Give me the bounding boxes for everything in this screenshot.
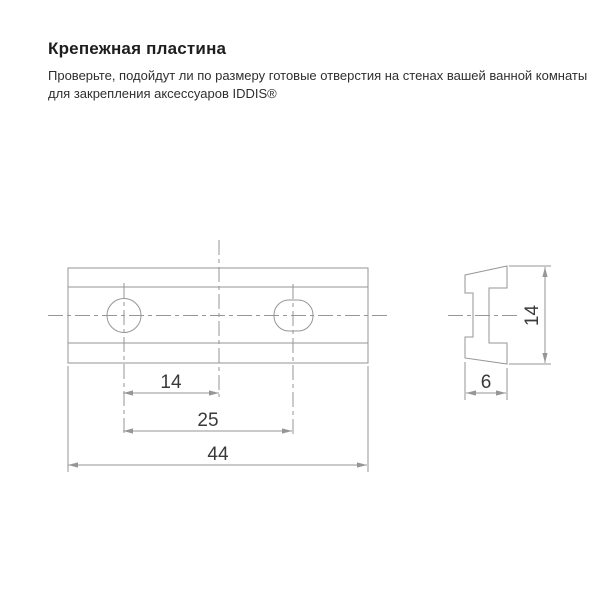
- dim-label-height: 14: [522, 304, 543, 327]
- side-view: [448, 266, 551, 400]
- page-title: Крепежная пластина: [48, 39, 227, 58]
- dim-label-total-width: 44: [207, 444, 229, 465]
- dim-label-hole-spacing: 25: [197, 410, 219, 431]
- dim-label-thickness: 6: [480, 372, 492, 393]
- dim-label-hole-to-center: 14: [160, 372, 182, 393]
- description-line-1: Проверьте, подойдут ли по размеру готовые отверстия на стенах вашей ванной комнаты: [48, 68, 588, 83]
- description-line-2: для закрепления аксессуаров IDDIS®: [48, 86, 277, 101]
- front-view: [48, 240, 389, 472]
